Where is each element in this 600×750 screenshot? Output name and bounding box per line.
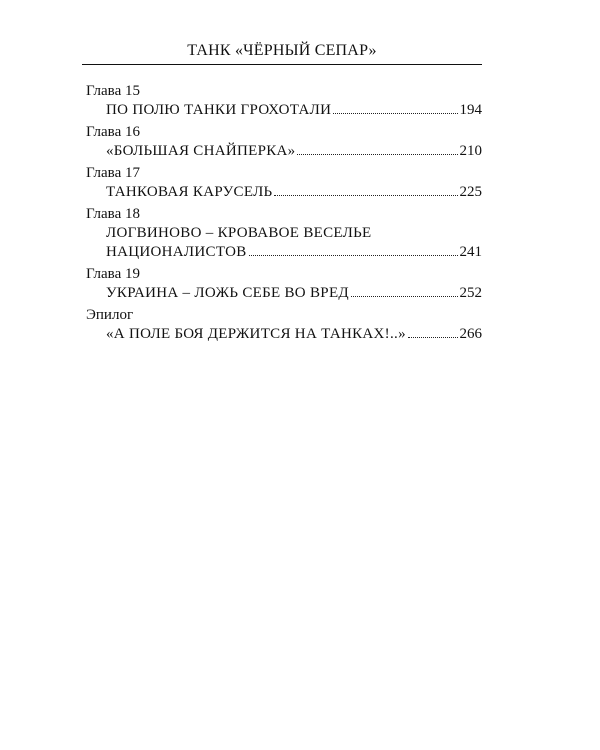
chapter-label: Глава 19 (86, 266, 140, 282)
dot-leader (297, 154, 457, 155)
toc-entry-chapter-15 (86, 82, 482, 120)
table-of-contents (86, 82, 482, 347)
page-number: 194 (459, 102, 482, 118)
chapter-title: «А ПОЛЕ БОЯ ДЕРЖИТСЯ НА ТАНКАХ!..» (106, 326, 406, 342)
toc-entry-chapter-18 (86, 205, 482, 262)
dot-leader (274, 195, 457, 196)
chapter-label: Глава 15 (86, 83, 140, 99)
toc-entry-chapter-17 (86, 164, 482, 202)
page-number: 225 (459, 184, 482, 200)
toc-entry-chapter-16 (86, 123, 482, 161)
dot-leader (249, 255, 458, 256)
header-rule (82, 64, 482, 65)
page-number: 241 (459, 244, 482, 260)
chapter-label: Эпилог (86, 307, 134, 323)
chapter-title: ТАНКОВАЯ КАРУСЕЛЬ (106, 184, 273, 200)
dot-leader (351, 296, 458, 297)
chapter-label: Глава 18 (86, 206, 140, 222)
chapter-title: ПО ПОЛЮ ТАНКИ ГРОХОТАЛИ (106, 102, 332, 118)
chapter-title-first-line: ЛОГВИНОВО – КРОВАВОЕ ВЕСЕЛЬЕ (106, 225, 372, 241)
chapter-label: Глава 17 (86, 165, 140, 181)
toc-entry-epilogue (86, 306, 482, 344)
chapter-title-line (86, 183, 482, 202)
chapter-title: «БОЛЬШАЯ СНАЙПЕРКА» (106, 143, 296, 159)
chapter-label: Глава 16 (86, 124, 140, 140)
toc-entry-chapter-19 (86, 265, 482, 303)
chapter-title-line (86, 284, 482, 303)
chapter-title-line (86, 243, 482, 262)
chapter-title-line (86, 325, 482, 344)
running-head-title: ТАНК «ЧЁРНЫЙ СЕПАР» (187, 42, 377, 59)
page-number: 266 (459, 326, 482, 342)
chapter-title-line (86, 101, 482, 120)
page-number: 252 (459, 285, 482, 301)
chapter-title: НАЦИОНАЛИСТОВ (106, 244, 247, 260)
page-number: 210 (459, 143, 482, 159)
chapter-title: УКРАИНА – ЛОЖЬ СЕБЕ ВО ВРЕД (106, 285, 349, 301)
chapter-title-line (86, 142, 482, 161)
dot-leader (333, 113, 457, 114)
dot-leader (408, 337, 458, 338)
